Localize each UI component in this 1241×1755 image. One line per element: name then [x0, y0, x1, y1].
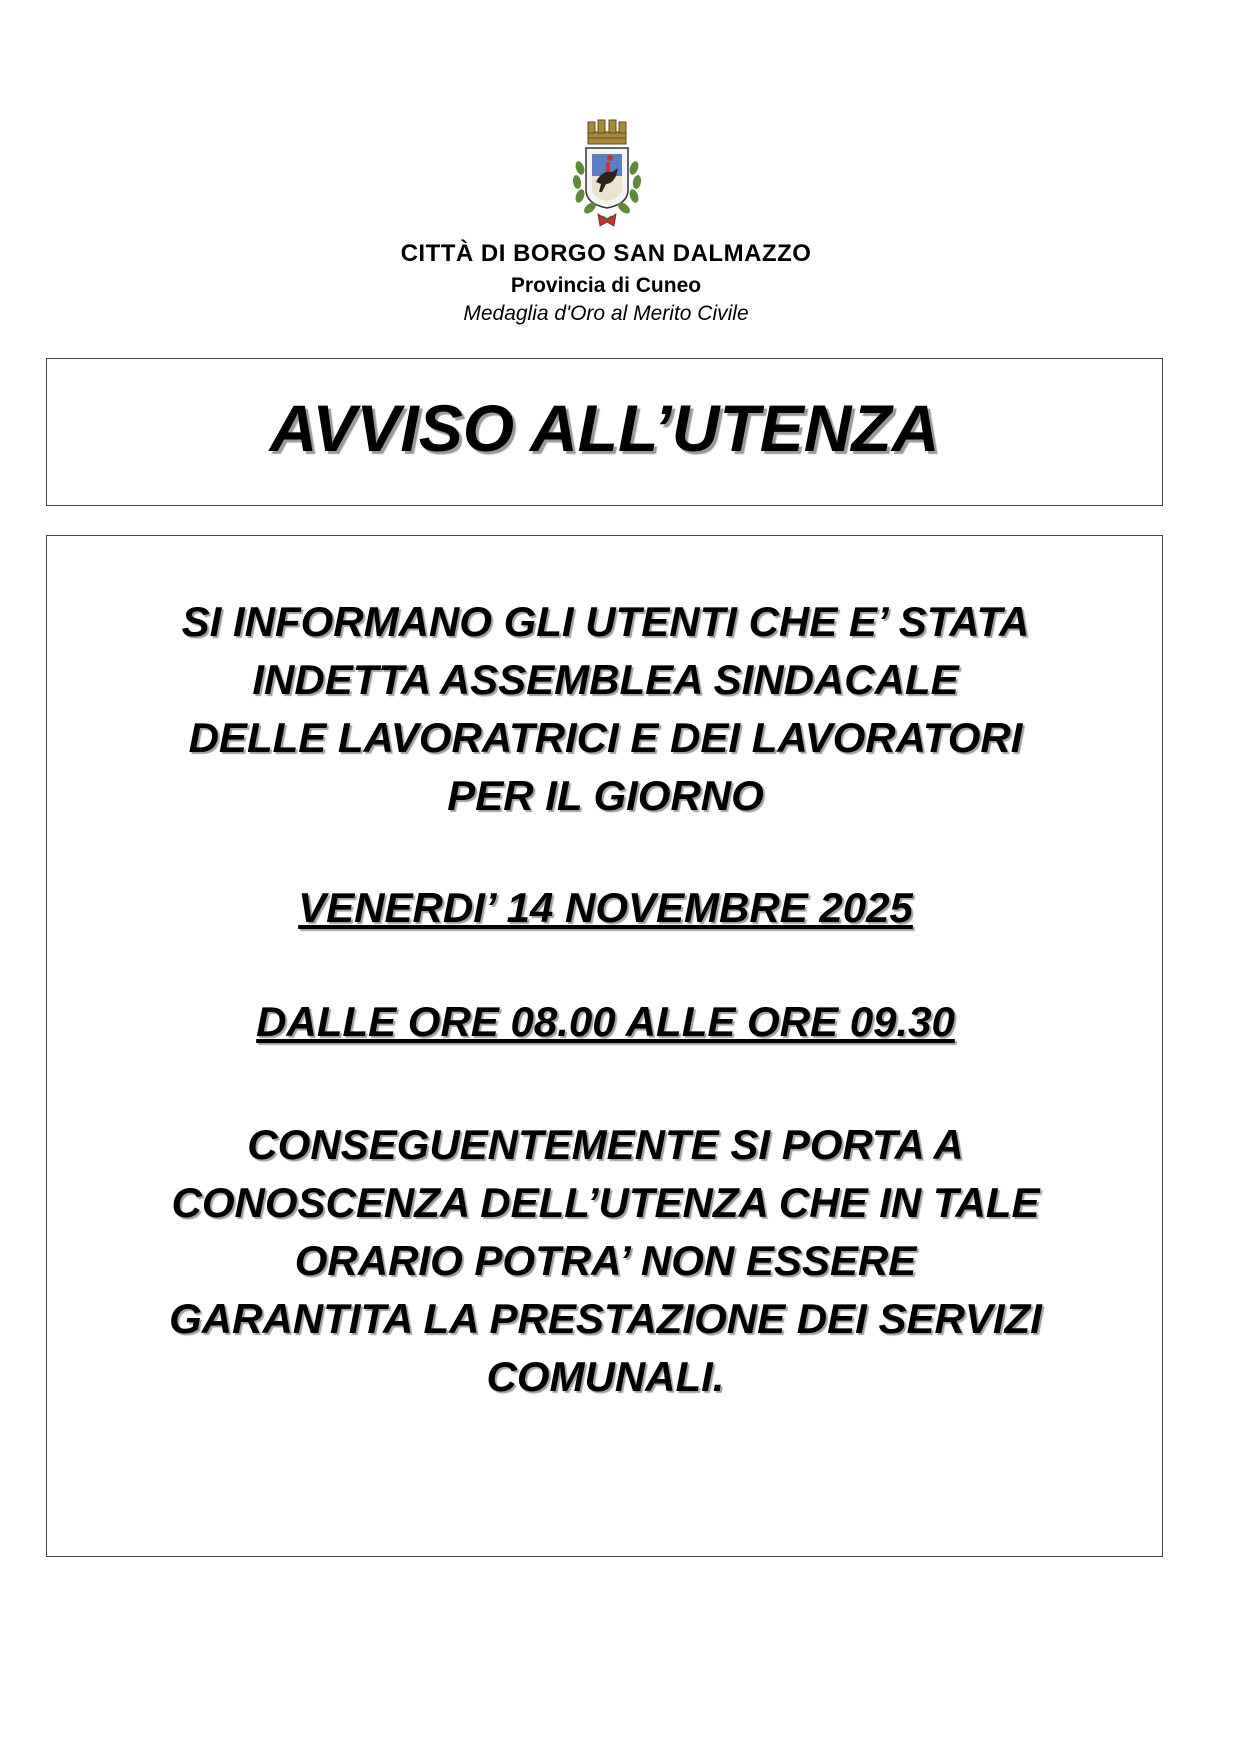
coat-of-arms-icon [566, 118, 648, 236]
title-box [46, 358, 1163, 506]
consequence-line: GARANTITA LA PRESTAZIONE DEI SERVIZI [169, 1295, 1042, 1342]
intro-paragraph [47, 593, 1164, 825]
consequence-line: CONOSCENZA DELL’UTENZA CHE IN TALE [171, 1179, 1040, 1226]
meeting-hours: DALLE ORE 08.00 ALLE ORE 09.30 [256, 998, 955, 1045]
consequence-line: ORARIO POTRA’ NON ESSERE [294, 1237, 917, 1284]
intro-line: SI INFORMANO GLI UTENTI CHE E’ STATA [181, 598, 1030, 645]
honor-line: Medaglia d'Oro al Merito Civile [463, 302, 749, 325]
notice-title: AVVISO ALL’UTENZA [269, 391, 940, 465]
intro-line: INDETTA ASSEMBLEA SINDACALE [252, 656, 959, 703]
shield-icon [586, 148, 628, 208]
province-name: Provincia di Cuneo [510, 274, 702, 297]
crown-icon [588, 120, 626, 144]
city-name: CITTÀ DI BORGO SAN DALMAZZO [400, 240, 812, 267]
intro-line: DELLE LAVORATRICI E DEI LAVORATORI [188, 714, 1023, 761]
notice-body-box [46, 535, 1163, 1557]
meeting-date: VENERDI’ 14 NOVEMBRE 2025 [298, 884, 913, 931]
intro-line: PER IL GIORNO [447, 772, 764, 819]
consequence-paragraph [47, 1116, 1164, 1406]
consequence-line: CONSEGUENTEMENTE SI PORTA A [247, 1121, 964, 1168]
consequence-line: COMUNALI. [486, 1353, 725, 1400]
ribbon-icon [598, 214, 616, 226]
